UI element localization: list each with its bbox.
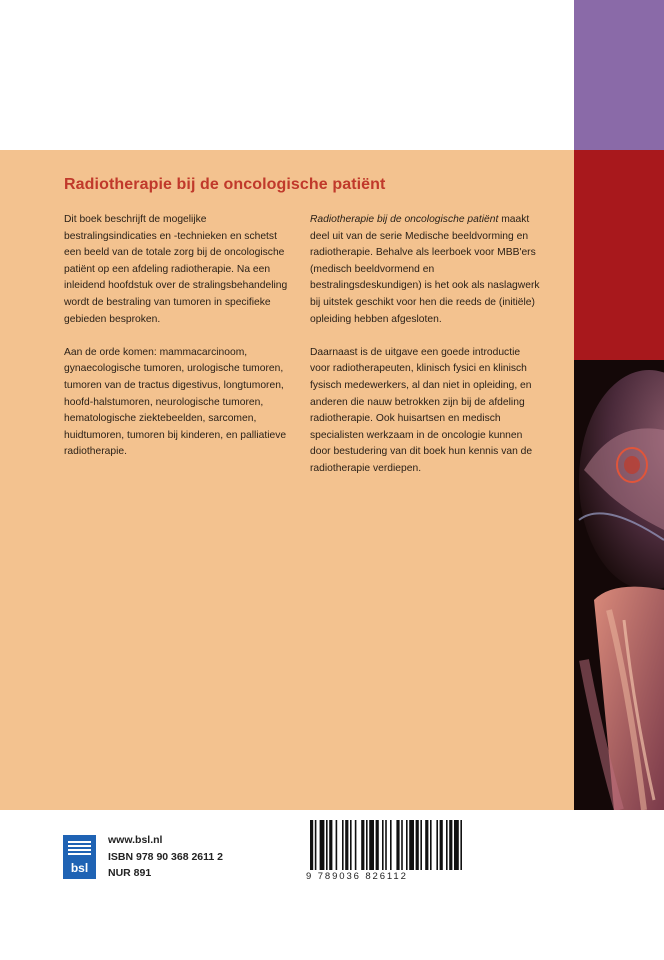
barcode-bar	[336, 820, 338, 870]
barcode-bar	[329, 820, 332, 870]
book-title-italic: Radiotherapie bij de oncologische patiënt	[310, 214, 499, 225]
logo-text: bsl	[70, 861, 89, 875]
barcode-bar	[369, 820, 374, 870]
red-color-band	[574, 150, 664, 360]
barcode-bar	[409, 820, 414, 870]
barcode-bar	[396, 820, 399, 870]
top-margin	[0, 0, 574, 150]
barcode-bar	[350, 820, 352, 870]
barcode-bar	[449, 820, 452, 870]
barcode-bar	[425, 820, 428, 870]
isbn-number: ISBN 978 90 368 2611 2	[108, 850, 224, 863]
barcode-bar	[440, 820, 443, 870]
barcode-bar	[315, 820, 317, 870]
barcode-bar	[355, 820, 357, 870]
barcode-bar	[361, 820, 364, 870]
barcode-bar	[430, 820, 432, 870]
right-paragraph-1	[310, 212, 542, 328]
barcode-bar	[454, 820, 459, 870]
barcode-bar	[401, 820, 403, 870]
barcode-bar	[436, 820, 438, 870]
barcode-bar	[420, 820, 422, 870]
left-paragraph-2: Aan de orde komen: mammacarcinoom, gynaecologische tumoren, urologische tumoren, tumoren van de tractus digestivus, longtumoren, hoofd-halstumoren, neurologische tumoren, hematologische ziektebeelden, sarcomen, huidtumoren, tumoren bij kinderen, en palliatieve radiotherapie.	[64, 346, 287, 458]
description-right-column	[310, 212, 542, 494]
barcode-bar	[326, 820, 328, 870]
description-left-column	[64, 212, 296, 478]
barcode-bar	[460, 820, 462, 870]
barcode-bar	[382, 820, 384, 870]
barcode-bar	[310, 820, 313, 870]
publisher-website[interactable]: www.bsl.nl	[108, 834, 163, 846]
barcode-bar	[446, 820, 448, 870]
barcode-bar	[390, 820, 392, 870]
book-title: Radiotherapie bij de oncologische patiënt	[64, 176, 386, 193]
barcode-bar	[345, 820, 348, 870]
bsl-logo	[63, 835, 96, 879]
barcode-number: 9 789036 826112	[306, 871, 408, 882]
logo-stripes	[68, 841, 91, 855]
barcode	[306, 820, 512, 870]
left-paragraph-1: Dit boek beschrijft de mogelijke bestralingsindicaties en -technieken en schetst een beeld van de totale zorg bij de oncologische patiënt op een afdeling radiotherapie. Na een inleidend hoofdstuk over de stralingsbehandeling wordt de bestraling van tumoren in specifieke gebieden besproken.	[64, 214, 288, 325]
ct-scan-image	[574, 360, 664, 810]
barcode-bar	[406, 820, 408, 870]
ct-scan-illustration	[574, 360, 664, 810]
publisher-info	[108, 832, 223, 882]
right-paragraph-1-text: maakt deel uit van de serie Medische beeldvorming en radiotherapie. Behalve als leerboek voor MBB'ers (medisch beeldvormend en bestralingsdeskundigen) is het ook als naslagwerk bij uitstek geschikt voor hen die reeds de (initiële) opleiding hebben afgesloten.	[310, 214, 540, 325]
barcode-bar	[366, 820, 368, 870]
barcode-bar	[342, 820, 344, 870]
barcode-bar	[416, 820, 419, 870]
barcode-bar	[376, 820, 379, 870]
barcode-bar	[320, 820, 325, 870]
barcode-bar	[385, 820, 387, 870]
right-paragraph-2: Daarnaast is de uitgave een goede introductie voor radiotherapeuten, klinisch fysici en klinisch fysisch medewerkers, al dan niet in opleiding, en anderen die nauw betrokken zijn bij de afdeling radiotherapie. Ook huisartsen en medisch specialisten werkzaam in de oncologie kunnen door bestudering van dit boek hun kennis van de radiotherapie verdiepen.	[310, 346, 533, 474]
purple-color-bar	[574, 0, 664, 150]
nur-code: NUR 891	[108, 867, 152, 879]
